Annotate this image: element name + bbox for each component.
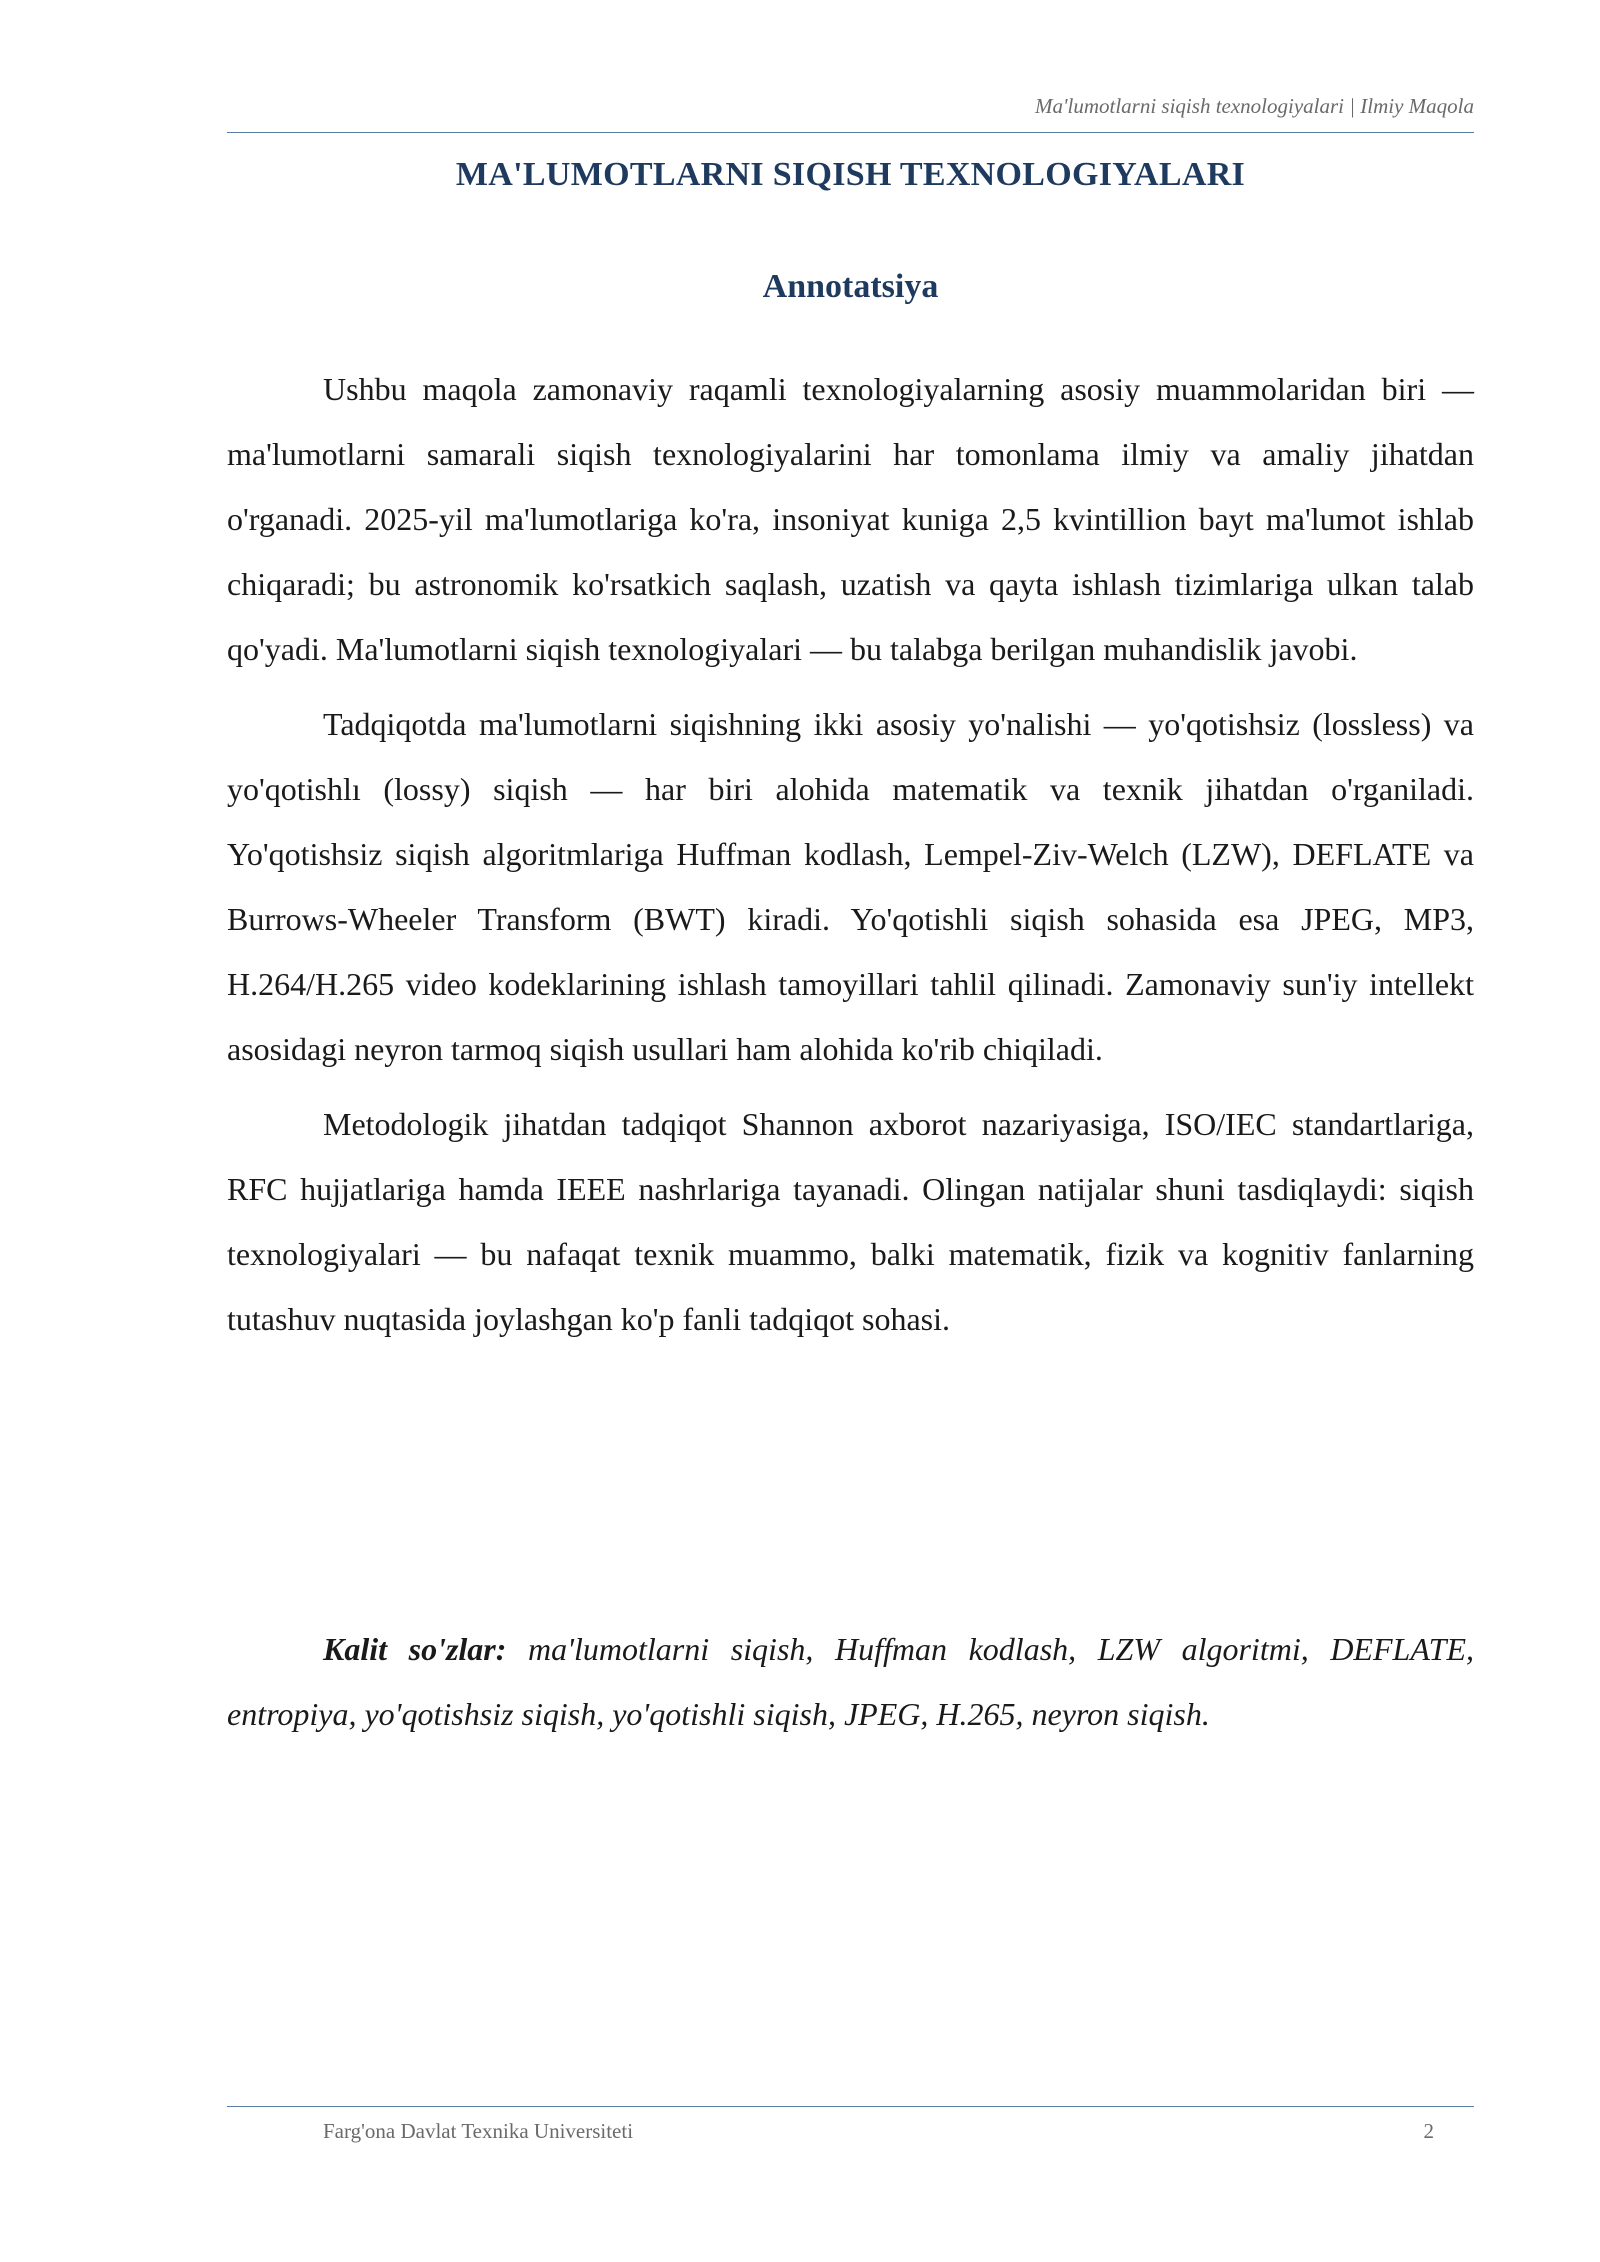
footer-institution: Farg'ona Davlat Texnika Universiteti	[323, 2119, 634, 2143]
keywords-label: Kalit so'zlar:	[323, 1631, 507, 1667]
document-title: MA'LUMOTLARNI SIQISH TEXNOLOGIYALARI	[455, 156, 1246, 193]
paragraph-3: Metodologik jihatdan tadqiqot Shannon axborot nazariyasiga, ISO/IEC standartlariga, RFC hujjatlariga hamda IEEE nashrlariga tayanadi. Olingan natijalar shuni tasdiqlaydi: siqish texnologiyalari — bu nafaqat texnik muammo, balki matematik, fizik va kognitiv fanlarning tutashuv nuqtasida joylashgan ko'p fanli tadqiqot sohasi.	[227, 1106, 1474, 1337]
running-title: Ma'lumotlarni siqish texnologiyalari | Ilmiy Maqola	[1035, 94, 1474, 118]
annotation-body	[227, 357, 1474, 1362]
paragraph-1: Ushbu maqola zamonaviy raqamli texnologiyalarning asosiy muammolaridan biri — ma'lumotlarni samarali siqish texnologiyalarini har tomonlama ilmiy va amaliy jihatdan o'rganadi. 2025-yil ma'lumotlariga ko'ra, insoniyat kuniga 2,5 kvintillion bayt ma'lumot ishlab chiqaradi; bu astronomik ko'rsatkich saqlash, uzatish va qayta ishlash tizimlariga ulkan talab qo'yadi. Ma'lumotlarni siqish texnologiyalari — bu talabga berilgan muhandislik javobi.	[227, 371, 1474, 667]
page-footer	[227, 2106, 1474, 2147]
section-heading-annotation: Annotatsiya	[762, 268, 939, 305]
keywords-list: ma'lumotlarni siqish, Huffman kodlash, LZW algoritmi, DEFLATE, entropiya, yo'qotishsiz siqish, yo'qotishli siqish, JPEG, H.265, neyron siqish.	[227, 1631, 1475, 1732]
paragraph-2: Tadqiqotda ma'lumotlarni siqishning ikki asosiy yo'nalishi — yo'qotishsiz (lossless) va yo'qotishlı (lossy) siqish — har biri alohida matematik va texnik jihatdan o'rganiladi. Yo'qotishsiz siqish algoritmlariga Huffman kodlash, Lempel-Ziv-Welch (LZW), DEFLATE va Burrows-Wheeler Transform (BWT) kiradi. Yo'qotishli siqish sohasida esa JPEG, MP3, H.264/H.265 video kodeklarining ishlash tamoyillari tahlil qilinadi. Zamonaviy sun'iy intellekt asosidagi neyron tarmoq siqish usullari ham alohida ko'rib chiqiladi.	[227, 706, 1474, 1067]
page-number: 2	[1423, 2119, 1434, 2143]
keywords-block	[227, 1617, 1474, 1747]
page-header	[227, 92, 1474, 133]
